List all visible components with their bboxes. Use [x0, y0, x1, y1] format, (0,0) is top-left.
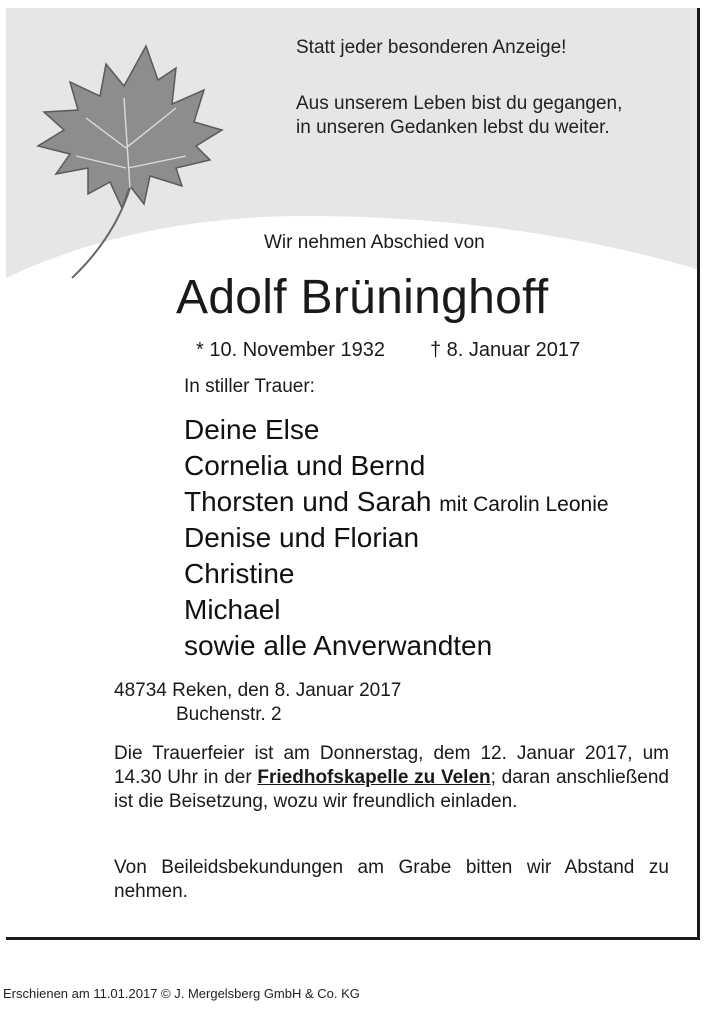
- farewell-line: Wir nehmen Abschied von: [264, 232, 485, 253]
- death-date: † 8. Januar 2017: [430, 339, 581, 361]
- mourner-6: Michael: [184, 594, 281, 625]
- ceremony-text-after: ; daran anschließend ist die Beisetzung, wozu wir freundlich einladen.: [114, 767, 670, 812]
- verse-line-2: in unseren Gedanken lebst du weiter.: [296, 117, 610, 138]
- ceremony-place: Friedhofskapelle zu Velen: [257, 767, 491, 788]
- publication-footer: Erschienen am 11.01.2017 © J. Mergelsberg GmbH & Co. KG: [3, 986, 360, 1001]
- condolence-paragraph: Von Beileidsbekundungen am Grabe bitten wir Abstand zu nehmen.: [114, 857, 669, 902]
- mourner-5: Christine: [184, 558, 295, 589]
- mourner-4: Denise und Florian: [184, 522, 420, 553]
- ceremony-paragraph: [114, 742, 669, 814]
- mourner-7: sowie alle Anverwandten: [184, 630, 493, 661]
- mourning-label: In stiller Trauer:: [184, 376, 315, 397]
- mourner-1: Deine Else: [184, 414, 320, 445]
- maple-leaf-icon: [26, 38, 226, 288]
- verse-line-1: Aus unserem Leben bist du gegangen,: [296, 93, 623, 114]
- deceased-name: Adolf Brüninghoff: [176, 271, 549, 324]
- mourner-2: Cornelia und Bernd: [184, 450, 426, 481]
- mourner-3: [184, 486, 609, 518]
- birth-date: * 10. November 1932: [196, 339, 386, 361]
- mourner-3-name: Thorsten und Sarah: [184, 486, 432, 517]
- address-line-2: Buchenstr. 2: [176, 704, 282, 725]
- ceremony-text-before: Die Trauerfeier ist am Donnerstag, dem 12. Januar 2017, um 14.30 Uhr in der: [114, 743, 669, 788]
- intro-heading: Statt jeder besonderen Anzeige!: [296, 37, 567, 58]
- mourner-3-extra: mit Carolin Leonie: [439, 493, 609, 516]
- address-line-1: 48734 Reken, den 8. Januar 2017: [114, 680, 402, 701]
- obituary-card: [6, 8, 700, 940]
